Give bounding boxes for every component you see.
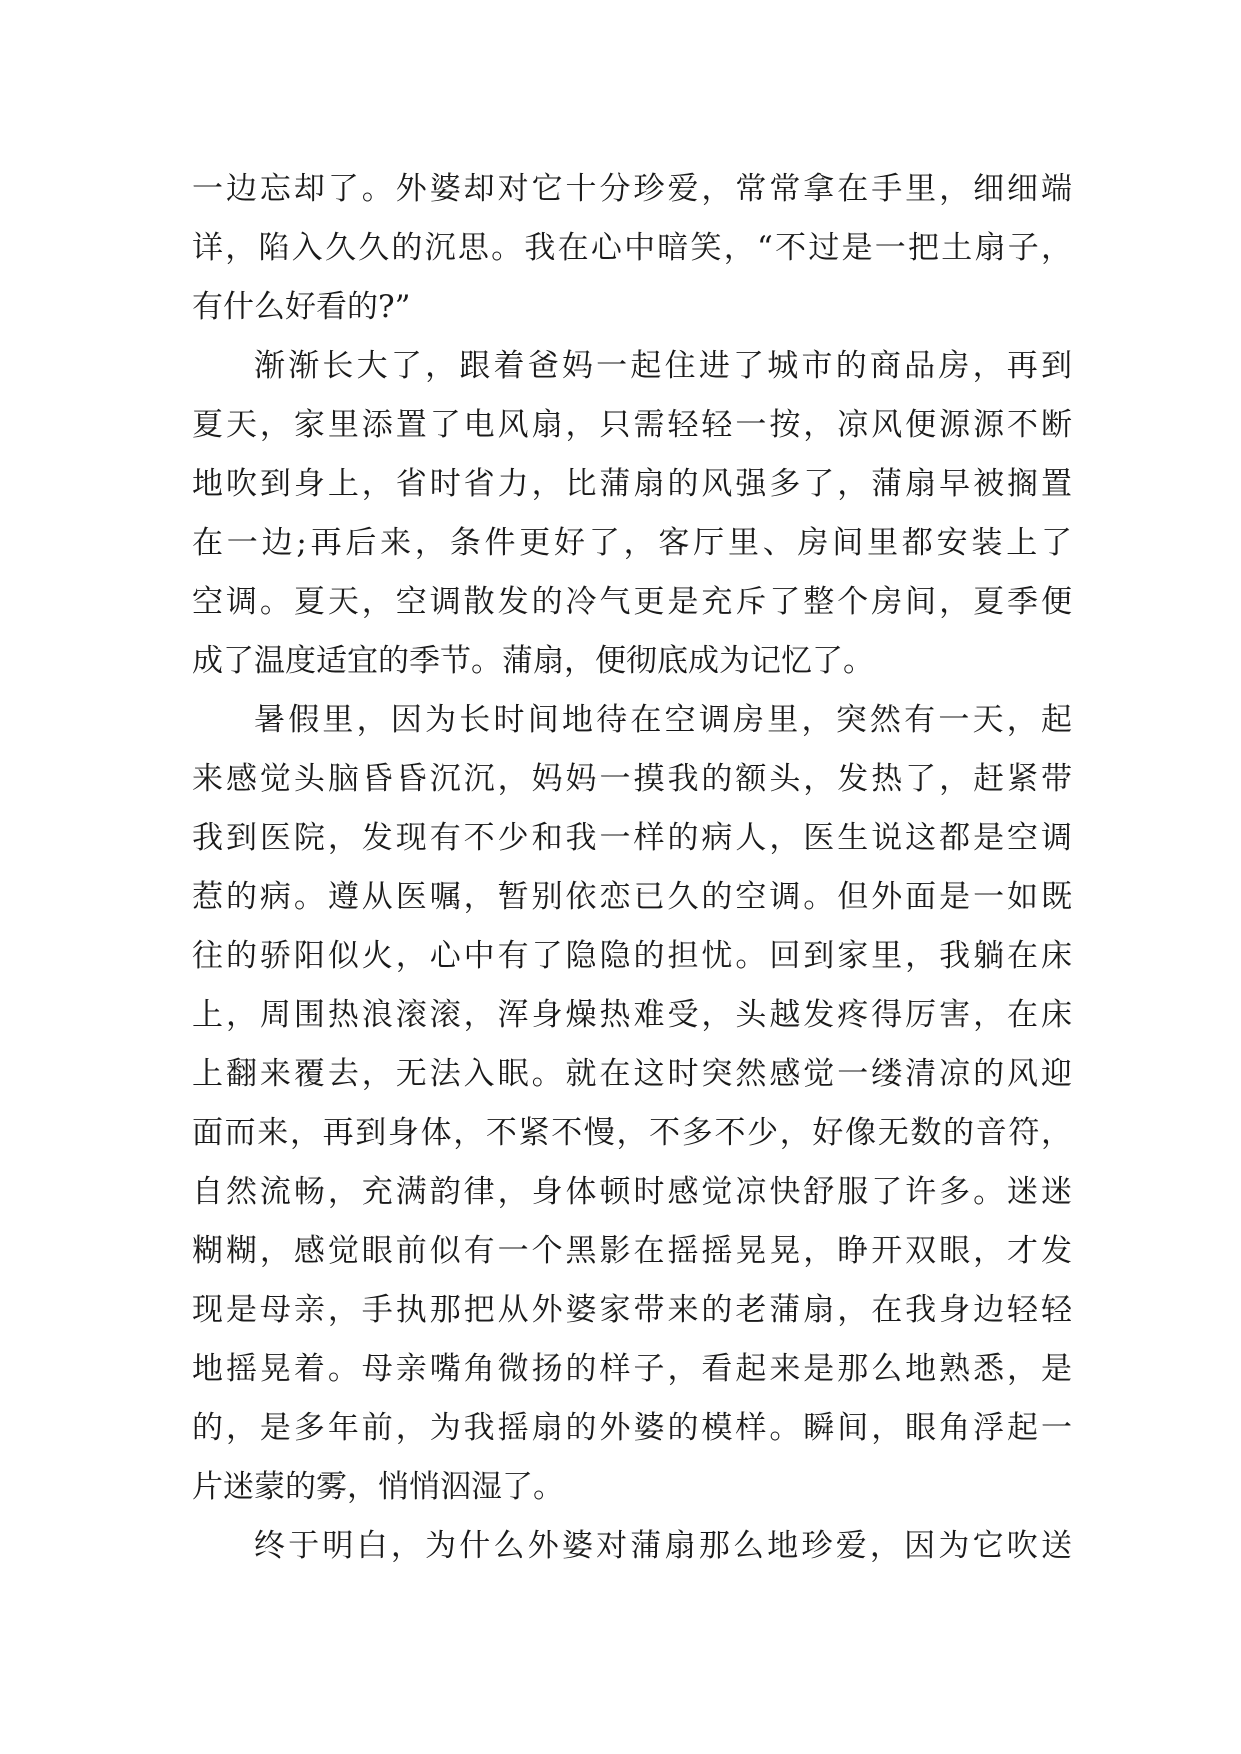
text-line: 我到医院，发现有不少和我一样的病人，医生说这都是空调 bbox=[192, 820, 1072, 856]
body-text bbox=[192, 160, 1072, 1576]
text-line: 面而来，再到身体，不紧不慢，不多不少，好像无数的音符， bbox=[192, 1115, 1072, 1151]
text-line: 片迷蒙的雾，悄悄泅湿了。 bbox=[192, 1469, 564, 1505]
text-line: 有什么好看的?” bbox=[192, 289, 411, 325]
text-line: 空调。夏天，空调散发的冷气更是充斥了整个房间，夏季便 bbox=[192, 584, 1072, 620]
text-line: 地吹到身上，省时省力，比蒲扇的风强多了，蒲扇早被搁置 bbox=[192, 466, 1072, 502]
text-line: 上翻来覆去，无法入眠。就在这时突然感觉一缕清凉的风迎 bbox=[192, 1056, 1072, 1092]
text-line: 的，是多年前，为我摇扇的外婆的模样。瞬间，眼角浮起一 bbox=[192, 1410, 1072, 1446]
paragraph-first-line: 渐渐长大了，跟着爸妈一起住进了城市的商品房，再到 bbox=[254, 348, 1072, 384]
text-line: 现是母亲，手执那把从外婆家带来的老蒲扇，在我身边轻轻 bbox=[192, 1292, 1072, 1328]
text-line: 成了温度适宜的季节。蒲扇，便彻底成为记忆了。 bbox=[192, 643, 874, 679]
text-line: 地摇晃着。母亲嘴角微扬的样子，看起来是那么地熟悉，是 bbox=[192, 1351, 1072, 1387]
text-line: 详，陷入久久的沉思。我在心中暗笑，“不过是一把土扇子， bbox=[192, 230, 1072, 266]
paragraph-first-line: 暑假里，因为长时间地待在空调房里，突然有一天，起 bbox=[254, 702, 1072, 738]
text-line: 往的骄阳似火，心中有了隐隐的担忧。回到家里，我躺在床 bbox=[192, 938, 1072, 974]
text-line: 在一边;再后来，条件更好了，客厅里、房间里都安装上了 bbox=[192, 525, 1072, 561]
text-line: 上，周围热浪滚滚，浑身燥热难受，头越发疼得厉害，在床 bbox=[192, 997, 1072, 1033]
paragraph-first-line: 终于明白，为什么外婆对蒲扇那么地珍爱，因为它吹送 bbox=[254, 1528, 1072, 1564]
text-line: 惹的病。遵从医嘱，暂别依恋已久的空调。但外面是一如既 bbox=[192, 879, 1072, 915]
text-line: 夏天，家里添置了电风扇，只需轻轻一按，凉风便源源不断 bbox=[192, 407, 1072, 443]
text-line: 糊糊，感觉眼前似有一个黑影在摇摇晃晃，睁开双眼，才发 bbox=[192, 1233, 1072, 1269]
text-line: 来感觉头脑昏昏沉沉，妈妈一摸我的额头，发热了，赶紧带 bbox=[192, 761, 1072, 797]
text-line: 自然流畅，充满韵律，身体顿时感觉凉快舒服了许多。迷迷 bbox=[192, 1174, 1072, 1210]
text-line: 一边忘却了。外婆却对它十分珍爱，常常拿在手里，细细端 bbox=[192, 171, 1072, 207]
